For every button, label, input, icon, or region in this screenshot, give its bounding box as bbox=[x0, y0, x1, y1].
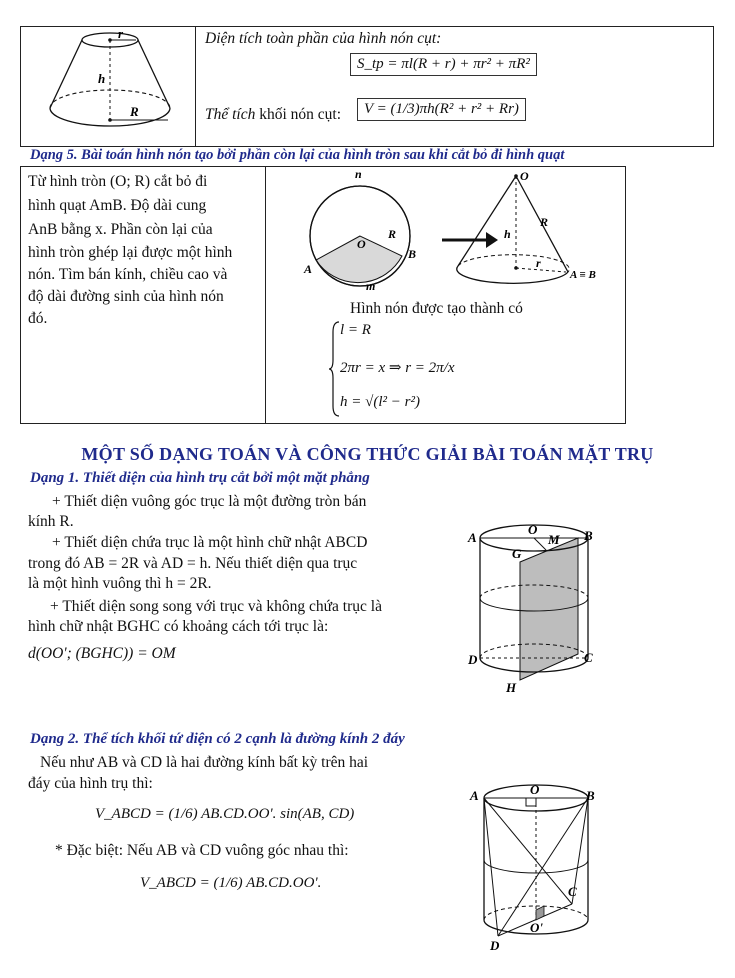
dang5-line-6: độ dài đường sinh của hình nón bbox=[28, 288, 224, 305]
dang2-p1b: đáy của hình trụ thì: bbox=[28, 775, 153, 792]
dang2-cylinder-figure bbox=[468, 780, 618, 958]
frustum-volume-label-italic: Thể tích bbox=[205, 106, 256, 123]
dang1-label-M: M bbox=[548, 532, 560, 547]
dang5-line-2: hình quạt AmB. Độ dài cung bbox=[28, 197, 207, 214]
frustum-table-divider bbox=[195, 26, 196, 147]
dang1-label-O: O bbox=[528, 522, 538, 537]
dang5-table-divider bbox=[265, 166, 266, 424]
frustum-label-h: h bbox=[98, 71, 106, 86]
dang1-p1: + Thiết diện vuông góc trục là một đường tròn bán bbox=[52, 493, 367, 510]
frustum-label-r: r bbox=[118, 28, 124, 41]
cylinder-heading: MỘT SỐ DẠNG TOÁN VÀ CÔNG THỨC GIẢI BÀI TOÁN MẶT TRỤ bbox=[81, 444, 654, 464]
dang5-text bbox=[28, 170, 260, 330]
dang1-label-A: A bbox=[468, 530, 477, 545]
dang2-label-O2: O' bbox=[530, 920, 543, 935]
frustum-volume-label bbox=[205, 104, 341, 126]
dang5-label-AB: A ≡ B bbox=[570, 269, 596, 281]
dang5-line-4: hình tròn ghép lại được một hình bbox=[28, 244, 233, 261]
dang5-label-O2: O bbox=[520, 169, 529, 183]
dang2-label-A: A bbox=[470, 788, 479, 803]
dang1-p2c: là một hình vuông thì h = 2R. bbox=[28, 575, 212, 592]
dang5-label-R: R bbox=[388, 227, 397, 241]
dang5-label-R2: R bbox=[540, 215, 549, 229]
dang5-label-B: B bbox=[408, 247, 417, 261]
dang5-sys-3: h = √(l² − r²) bbox=[340, 394, 420, 410]
dang1-label-B: B bbox=[584, 528, 593, 543]
dang5-label-r: r bbox=[536, 256, 541, 270]
dang2-label-D: D bbox=[490, 938, 500, 953]
dang5-title: Dạng 5. Bài toán hình nón tạo bởi phần còn lại của hình tròn sau khi cắt bỏ đi hình quạt bbox=[30, 147, 565, 163]
dang5-sys-2: 2πr = x ⇒ r = 2π/x bbox=[340, 360, 455, 376]
dang1-label-C: C bbox=[584, 650, 593, 665]
dang1-cylinder-figure bbox=[466, 518, 616, 698]
dang2-label-C: C bbox=[568, 884, 577, 899]
dang1-p2: + Thiết diện chứa trục là một hình chữ nhật ABCD bbox=[52, 534, 368, 551]
frustum-figure bbox=[30, 28, 190, 146]
dang2-f1: V_ABCD = (1/6) AB.CD.OO'. sin(AB, CD) bbox=[95, 806, 355, 822]
dang5-label-n: n bbox=[355, 168, 362, 181]
dang2-p2: * Đặc biệt: Nếu AB và CD vuông góc nhau thì: bbox=[55, 842, 349, 859]
dang5-result-title: Hình nón được tạo thành có bbox=[350, 300, 523, 317]
dang5-line-3: AnB bằng x. Phần còn lại của bbox=[28, 221, 213, 238]
dang5-label-O: O bbox=[357, 237, 366, 251]
dang5-label-h: h bbox=[504, 227, 511, 241]
dang1-label-D: D bbox=[468, 652, 478, 667]
dang2-label-B: B bbox=[586, 788, 595, 803]
dang1-label-G: G bbox=[512, 546, 522, 561]
dang5-sys-1: l = R bbox=[340, 322, 371, 338]
frustum-area-formula: S_tp = πl(R + r) + πr² + πR² bbox=[350, 53, 537, 76]
dang1-p2b: trong đó AB = 2R và AD = h. Nếu thiết diện qua trục bbox=[28, 555, 358, 572]
dang2-f2: V_ABCD = (1/6) AB.CD.OO'. bbox=[140, 875, 322, 891]
dang5-label-m: m bbox=[366, 279, 376, 293]
dang2-title: Dạng 2. Thể tích khối tứ diện có 2 cạnh là đường kính 2 đáy bbox=[30, 731, 405, 747]
frustum-volume-formula: V = (1/3)πh(R² + r² + Rr) bbox=[357, 98, 526, 121]
dang5-system-brace bbox=[328, 320, 340, 418]
frustum-label-R: R bbox=[130, 104, 139, 119]
dang1-title: Dạng 1. Thiết diện của hình trụ cắt bởi một mặt phẳng bbox=[30, 470, 370, 486]
dang1-p3c: d(OO'; (BGHC)) = OM bbox=[28, 645, 176, 662]
dang5-line-5: nón. Tìm bán kính, chiều cao và bbox=[28, 266, 228, 283]
dang5-line-1: Từ hình tròn (O; R) cắt bỏ đi bbox=[28, 173, 208, 190]
dang2-label-O: O bbox=[530, 782, 540, 797]
dang1-p3: + Thiết diện song song với trục và không chứa trục là bbox=[50, 598, 382, 615]
dang1-p3b: hình chữ nhật BGHC có khoảng cách tới trục là: bbox=[28, 618, 329, 635]
dang1-p1b: kính R. bbox=[28, 513, 74, 530]
dang5-figure bbox=[290, 168, 620, 296]
dang2-p1: Nếu như AB và CD là hai đường kính bất kỳ trên hai bbox=[40, 754, 369, 771]
frustum-area-label: Diện tích toàn phần của hình nón cụt: bbox=[205, 30, 442, 47]
frustum-volume-label-rest: khối nón cụt: bbox=[255, 106, 342, 123]
dang5-line-7: đó. bbox=[28, 310, 48, 327]
dang5-label-A: A bbox=[304, 262, 313, 276]
dang1-label-H: H bbox=[506, 680, 517, 695]
